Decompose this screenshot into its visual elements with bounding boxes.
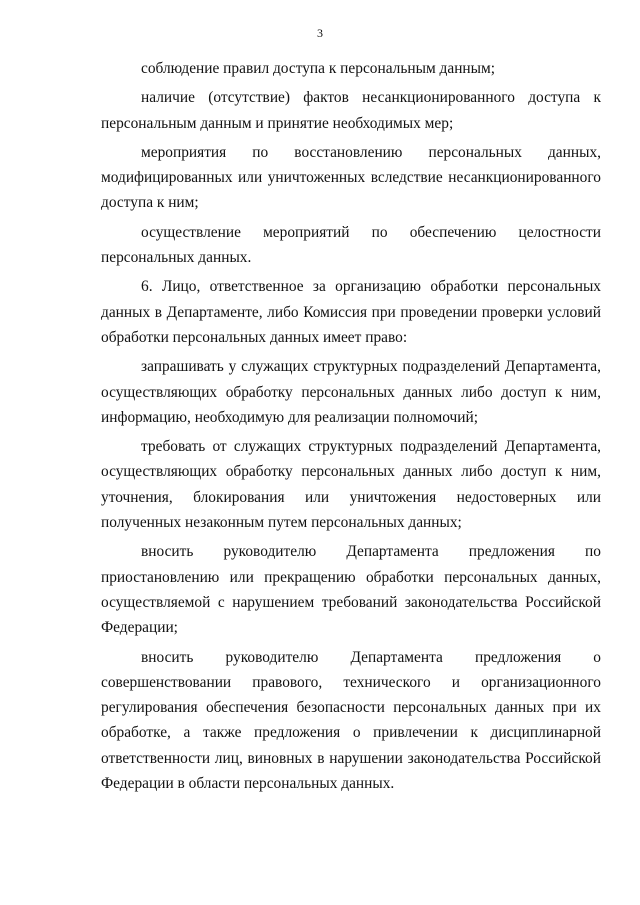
paragraph-suspension-proposals: вносить руководителю Департамента предложения по приостановлению или прекращению обработки персональных данных, осуществляемой с нарушением требований законодательства Российской Федерации; [101,543,601,637]
paragraph-data-restoration: мероприятия по восстановлению персональных данных, модифицированных или уничтоженных вследствие несанкционированного доступа к ним; [101,143,601,212]
paragraph-unauthorized-access: наличие (отсутствие) фактов несанкционированного доступа к персональным данным и принятие необходимых мер; [101,89,601,132]
page-number: 3 [317,26,323,40]
paragraph-access-rules: соблюдение правил доступа к персональным данным; [141,60,496,77]
paragraph-data-integrity: осуществление мероприятий по обеспечению целостности персональных данных. [101,223,601,267]
paragraph-request-information: запрашивать у служащих структурных подразделений Департамента, осуществляющих обработку персональных данных либо доступ к ним, информацию, необходимую для реализации полномочий; [101,358,601,426]
document-body [101,56,601,796]
paragraph-improvement-proposals: вносить руководителю Департамента предложения о совершенствовании правового, технического и организационного регулирования обеспечения безопасности персональных данных при их обработке, а также предложения о привлечении к дисциплинарной ответственности лиц, виновных в нарушении законодательства Российской Федерации в области персональных данных. [101,648,601,793]
paragraph-demand-clarification: требовать от служащих структурных подразделений Департамента, осуществляющих обработку персональных данных либо доступ к ним, уточнения, блокирования или уничтожения недостоверных или полученных незаконным путем персональных данных; [101,438,601,532]
paragraph-section-6: 6. Лицо, ответственное за организацию обработки персональных данных в Департаменте, либо Комиссия при проведении проверки условий обработки персональных данных имеет право: [101,278,601,346]
